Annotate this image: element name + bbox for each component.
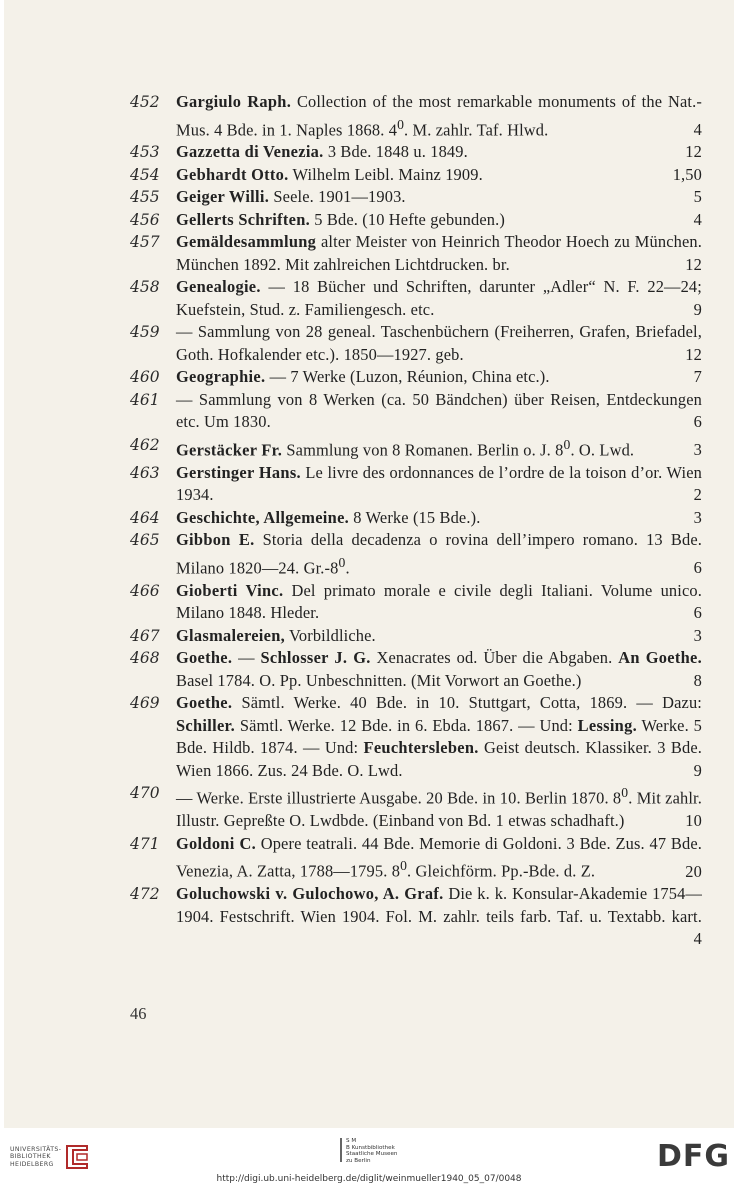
catalog-entries (130, 91, 702, 951)
lot-price: 3 (693, 625, 702, 645)
catalog-entry (130, 366, 702, 389)
entry-description: Goethe. Sämtl. Werke. 40 Bde. in 10. Stuttgart, Cotta, 1869. — Dazu: Schiller. Sämtl. Werke. 12 Bde. in 6. Ebda. 1867. — Und: Lessing. Werke. 5 Bde. Hildb. 1874. — Und: Feuchtersleben. Geist deutsch. Klassiker. 3 Bde. Wien 1866. Zus. 24 Bde. O. Lwd. 9 (176, 692, 702, 782)
lot-number: 454 (130, 165, 160, 184)
lot-number: 464 (130, 508, 160, 527)
lot-price: 6 (693, 558, 702, 578)
lot-number: 463 (130, 463, 160, 482)
catalog-entry (130, 462, 702, 507)
digitization-footer (0, 1128, 738, 1186)
lot-number: 472 (130, 885, 160, 904)
catalog-entry (130, 231, 702, 276)
catalog-entry (130, 833, 702, 883)
lot-price: 12 (685, 254, 702, 274)
catalog-entry (130, 141, 702, 164)
lot-price: 20 (685, 861, 702, 881)
lot-price: 2 (693, 485, 702, 505)
lot-price: 4 (693, 929, 702, 949)
catalog-entry (130, 164, 702, 187)
lot-number: 458 (130, 278, 160, 297)
lot-price: 4 (693, 119, 702, 139)
lot-price: 5 (693, 187, 702, 207)
staatliche-museen-icon (338, 1138, 345, 1162)
lot-price: 12 (685, 142, 702, 162)
lot-price: 10 (685, 811, 702, 831)
university-library-name: UNIVERSITÄTS- BIBLIOTHEK HEIDELBERG (10, 1145, 62, 1168)
entry-description: Gebhardt Otto. Wilhelm Leibl. Mainz 1909. 1,50 (176, 164, 702, 187)
lot-number: 467 (130, 626, 160, 645)
lot-price: 9 (693, 760, 702, 780)
entry-description: Gazzetta di Venezia. 3 Bde. 1848 u. 1849. 12 (176, 141, 702, 164)
entry-description: Gibbon E. Storia della decadenza o rovina dell’impero romano. 13 Bde. Milano 1820—24. $Gr.-8^0$. 6 (176, 529, 702, 579)
catalog-entry (130, 580, 702, 625)
catalog-entry (130, 186, 702, 209)
entry-description: Gellerts Schriften. 5 Bde. (10 Hefte gebunden.) 4 (176, 209, 702, 232)
catalog-entry (130, 276, 702, 321)
lot-number: 462 (130, 435, 160, 454)
permalink-url[interactable]: http://digi.ub.uni-heidelberg.de/diglit/weinmueller1940_05_07/0048 (216, 1174, 522, 1184)
catalog-entry (130, 529, 702, 579)
page-number: 46 (130, 1004, 147, 1023)
catalog-entry (130, 91, 702, 141)
lot-price: 3 (693, 440, 702, 460)
dfg-logo[interactable]: DFG (657, 1139, 731, 1174)
lot-number: 457 (130, 233, 160, 252)
entry-description: Gerstinger Hans. Le livre des ordonnances de l’ordre de la toison d’or. Wien 1934. 2 (176, 462, 702, 507)
catalog-entry (130, 389, 702, 434)
lot-price: 9 (693, 299, 702, 319)
lot-number: 456 (130, 210, 160, 229)
entry-description: Goldoni C. Opere teatrali. 44 Bde. Memorie di Goldoni. 3 Bde. Zus. 47 Bde. Venezia, A. Zatta, 1788—1795. $8^0$. Gleichförm. Pp.-Bde. d. Z. 20 (176, 833, 702, 883)
entry-description: Gemäldesammlung alter Meister von Heinrich Theodor Hoech zu München. München 1892. Mit zahlreichen Lichtdrucken. br. 12 (176, 231, 702, 276)
entry-description: — Sammlung von 8 Werken (ca. 50 Bändchen) über Reisen, Entdeckungen etc. Um 1830. 6 (176, 389, 702, 434)
catalog-entry (130, 209, 702, 232)
entry-description: Goethe. — Schlosser J. G. Xenacrates od. Über die Abgaben. An Goethe. Basel 1784. O. Pp. Unbeschnitten. (Mit Vorwort an Goethe.) 8 (176, 647, 702, 692)
catalog-entry (130, 625, 702, 648)
lot-number: 471 (130, 834, 160, 853)
entry-description: Gioberti Vinc. Del primato morale e civile degli Italiani. Volume unico. Milano 1848. Hleder. 6 (176, 580, 702, 625)
catalog-entry (130, 434, 702, 462)
lot-price: 6 (693, 603, 702, 623)
catalog-entry (130, 507, 702, 530)
catalog-entry (130, 692, 702, 782)
entry-description: Goluchowski v. Gulochowo, A. Graf. Die k. k. Konsular-Akademie 1754—1904. Festschrift. Wien 1904. Fol. M. zahlr. teils farb. Taf. u. Textabb. kart. 4 (176, 883, 702, 951)
lot-number: 455 (130, 188, 160, 207)
entry-description: — Werke. Erste illustrierte Ausgabe. 20 Bde. in 10. Berlin 1870. $8^0$. Mit zahlr. Illustr. Gepreßte O. Lwdbde. (Einband von Bd. 1 etwas schadhaft.) 10 (176, 782, 702, 832)
entry-description: Geiger Willi. Seele. 1901—1903. 5 (176, 186, 702, 209)
entry-description: Gerstäcker Fr. Sammlung von 8 Romanen. Berlin o. J. $8^0$. O. Lwd. 3 (176, 434, 702, 462)
entry-description: Genealogie. — 18 Bücher und Schriften, darunter „Adler“ N. F. 22—24; Kuefstein, Stud. z. Familiengesch. etc. 9 (176, 276, 702, 321)
entry-description: Glasmalereien, Vorbildliche. 3 (176, 625, 702, 648)
lot-number: 466 (130, 581, 160, 600)
lot-price: 4 (693, 209, 702, 229)
lot-number: 452 (130, 93, 160, 111)
catalog-entry (130, 782, 702, 832)
lot-number: 469 (130, 694, 160, 713)
lot-number: 460 (130, 368, 160, 387)
catalog-entry (130, 321, 702, 366)
entry-description: Geographie. — 7 Werke (Luzon, Réunion, China etc.). 7 (176, 366, 702, 389)
catalog-entry (130, 883, 702, 951)
entry-description: — Sammlung von 28 geneal. Taschenbüchern (Freiherren, Grafen, Briefadel, Goth. Hofkalender etc.). 1850—1927. geb. 12 (176, 321, 702, 366)
lot-number: 453 (130, 143, 160, 162)
lot-price: 1,50 (672, 164, 702, 184)
lot-price: 3 (693, 507, 702, 527)
lot-price: 12 (685, 344, 702, 364)
lot-number: 465 (130, 531, 160, 550)
lot-number: 461 (130, 390, 160, 409)
catalog-page (4, 0, 734, 1128)
lot-number: 470 (130, 784, 160, 803)
lot-price: 8 (693, 670, 702, 690)
catalog-entry (130, 647, 702, 692)
lot-price: 7 (693, 367, 702, 387)
lot-number: 468 (130, 649, 160, 668)
kunstbibliothek-credit: S M B Kunstbibliothek Staatliche Museen zu Berlin (346, 1138, 398, 1164)
heidelberg-university-library-logo[interactable] (10, 1142, 91, 1172)
lot-number: 459 (130, 323, 160, 342)
entry-description: Gargiulo Raph. Collection of the most remarkable monuments of the Nat.-Mus. 4 Bde. in 1. Naples 1868. $4^0$. M. zahlr. Taf. Hlwd. 4 (176, 91, 702, 141)
heidelberg-logo-icon (63, 1142, 91, 1172)
entry-description: Geschichte, Allgemeine. 8 Werke (15 Bde.). 3 (176, 507, 702, 530)
lot-price: 6 (693, 412, 702, 432)
